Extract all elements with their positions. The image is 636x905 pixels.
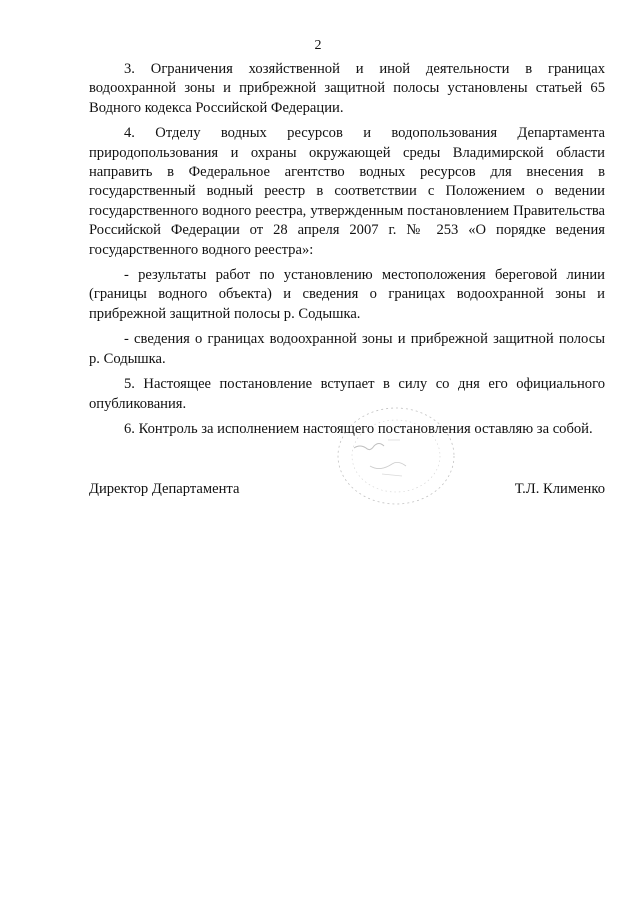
list-item-zone-boundaries: - сведения о границах водоохранной зоны и прибрежной защитной полосы р. Содышка. (89, 331, 605, 367)
official-stamp (330, 400, 460, 510)
list-item-shoreline-results: - результаты работ по установлению местоположения береговой линии (границы водного объекта) и сведения о границах водоохранной зоны и прибрежной защитной полосы р. Содышка. (89, 267, 605, 322)
paragraph-restrictions: 3. Ограничения хозяйственной и иной деятельности в границах водоохранной зоны и прибрежной защитной полосы установлены статьей 65 Водного кодекса Российской Федерации. (89, 61, 605, 116)
page-number: 2 (314, 38, 322, 53)
document-body (89, 60, 605, 445)
paragraph-effective-date: 5. Настоящее постановление вступает в силу со дня его официального опубликования. (89, 376, 605, 412)
paragraph-control: 6. Контроль за исполнением настоящего постановления оставляю за собой. (124, 420, 593, 437)
signatory-name: Т.Л. Клименко (514, 481, 605, 497)
paragraph-instruction: 4. Отделу водных ресурсов и водопользования Департамента природопользования и охраны окружающей среды Владимирской области направить в Федеральное агентство водных ресурсов для внесения в государственный водный реестр в соответствии с Положением о ведении государственного водного реестра, утвержденным постановлением Правительства Российской Федерации от 28 апреля 2007 г. № 253 «О порядке ведения государственного водного реестра»: (89, 125, 605, 258)
signatory-title: Директор Департамента (89, 481, 240, 497)
